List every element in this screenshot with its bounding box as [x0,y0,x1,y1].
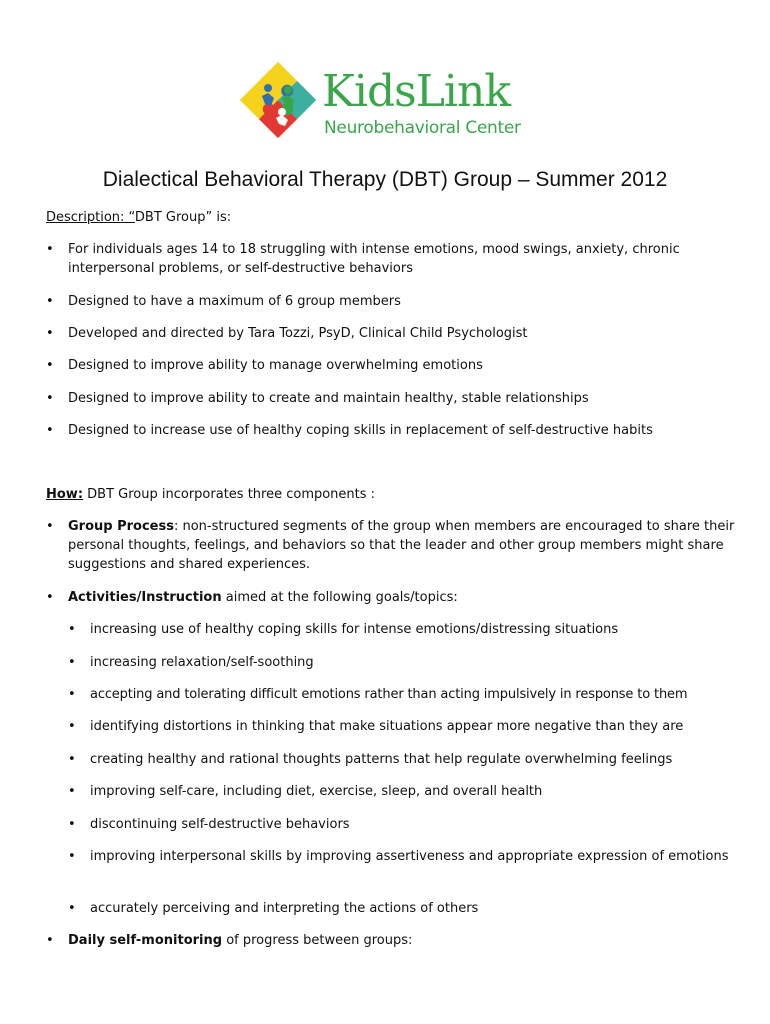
list-item: • Designed to improve ability to manage overwhelming emotions [46,356,736,375]
activities-list [68,750,736,769]
list-item: • Designed to have a maximum of 6 group members [46,292,736,311]
components-list [46,931,736,950]
activities-list [68,685,736,704]
logo-subtitle: Neurobehavioral Center [324,118,521,138]
list-item [46,588,736,607]
description-list [46,324,736,343]
list-item: • For individuals ages 14 to 18 struggling with intense emotions, mood swings, anxiety, chronic interpersonal problems, or self-destructive behaviors [46,240,736,278]
list-item [46,517,736,574]
group-process-text: : non-structured segments of the group when members are encouraged to share their personal thoughts, feelings, and behaviors so that the leader and other group members might share suggestions and shared experiences. [68,519,735,572]
components-list [46,588,736,607]
how-heading [46,485,375,504]
activities-text: aimed at the following goals/topics: [221,590,458,605]
description-heading [46,208,231,227]
activities-list [68,782,736,801]
list-item: • Designed to improve ability to create and maintain healthy, stable relationships [46,389,736,408]
list-item: • identifying distortions in thinking that make situations appear more negative than they are [68,717,736,736]
group-process-term: Group Process [68,519,174,534]
activities-term: Activities/Instruction [68,590,222,605]
list-item: • improving interpersonal skills by improving assertiveness and appropriate expression of emotions [68,847,736,866]
description-list [46,356,736,375]
activities-list [68,717,736,736]
page-title: Dialectical Behavioral Therapy (DBT) Group – Summer 2012 [102,168,668,191]
logo-wordmark: KidsLink [322,66,510,117]
list-item [46,931,736,950]
puzzle-logo-icon [238,60,318,140]
list-item: • increasing use of healthy coping skills for intense emotions/distressing situations [68,620,736,639]
self-monitoring-term: Daily self-monitoring [68,933,223,948]
activities-list [68,815,736,834]
description-list [46,292,736,311]
description-label: Description: “ [46,210,135,225]
description-list [46,240,736,278]
list-item: • discontinuing self-destructive behaviors [68,815,736,834]
how-text: DBT Group incorporates three components : [83,487,376,502]
activities-list [68,653,736,672]
how-label: How: [46,487,84,502]
list-item: • increasing relaxation/self-soothing [68,653,736,672]
list-item: • accepting and tolerating difficult emotions rather than acting impulsively in response to them [68,685,736,704]
list-item: • Developed and directed by Tara Tozzi, PsyD, Clinical Child Psychologist [46,324,736,343]
list-item: • accurately perceiving and interpreting the actions of others [68,899,736,918]
kidslink-logo [238,60,538,150]
description-list [46,421,736,440]
components-list [46,517,736,574]
self-monitoring-text: of progress between groups: [222,933,413,948]
description-list [46,389,736,408]
list-item: • Designed to increase use of healthy coping skills in replacement of self-destructive habits [46,421,736,440]
activities-list [68,899,736,918]
list-item: • improving self-care, including diet, exercise, sleep, and overall health [68,782,736,801]
activities-list [68,620,736,639]
activities-list [68,847,736,866]
list-item: • creating healthy and rational thoughts patterns that help regulate overwhelming feelings [68,750,736,769]
description-text: DBT Group” is: [134,210,232,225]
